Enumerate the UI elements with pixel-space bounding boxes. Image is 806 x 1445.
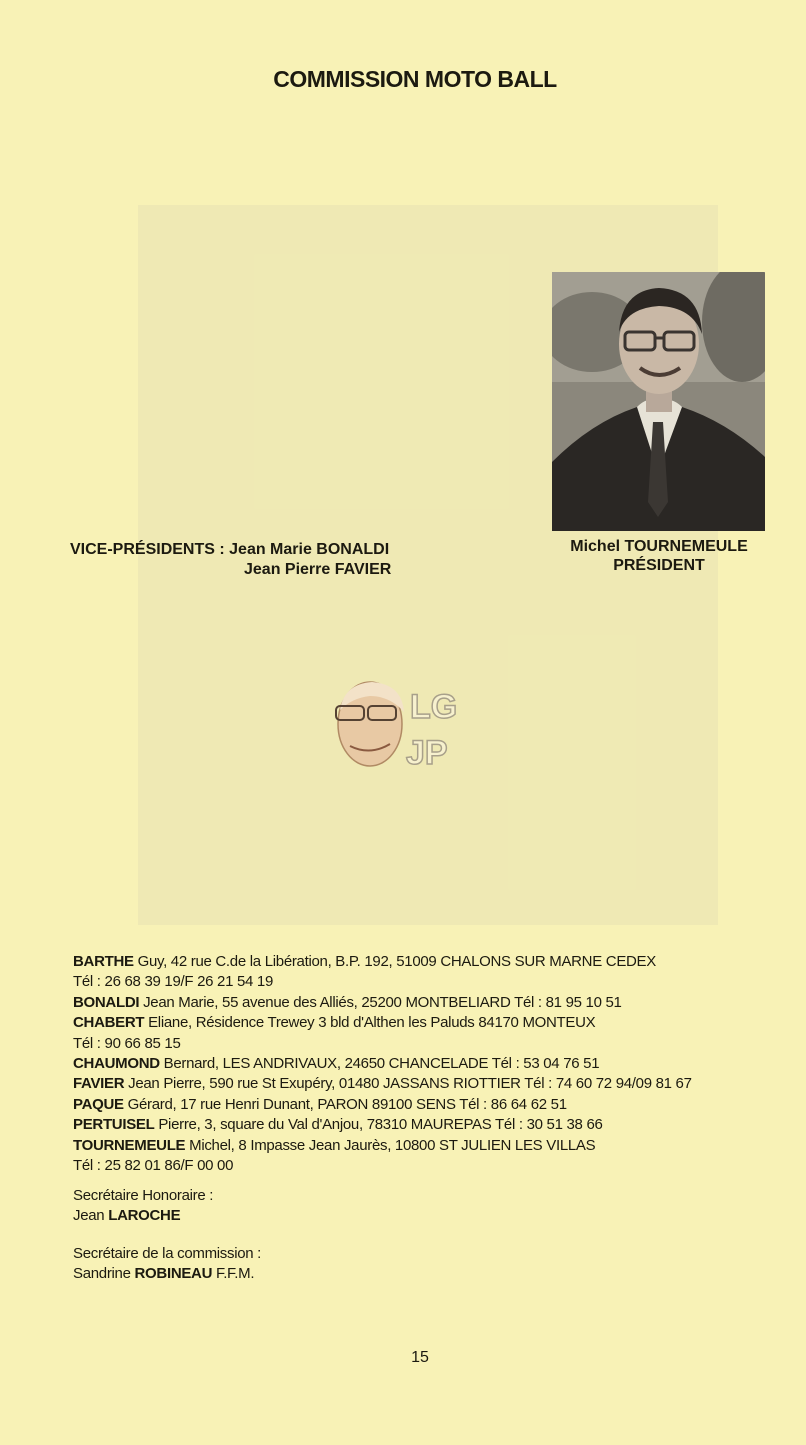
- vice-president-name-2: Jean Pierre FAVIER: [244, 561, 392, 578]
- member-surname: PAQUE: [73, 1095, 124, 1113]
- member-details: Eliane, Résidence Trewey 3 bld d'Althen les Paluds 84170 MONTEUX: [144, 1014, 596, 1032]
- member-details: Guy, 42 rue C.de la Libération, B.P. 192, 51009 CHALONS SUR MARNE CEDEX: [133, 953, 656, 970]
- member-phone: Tél : 90 66 85 15: [73, 1034, 181, 1052]
- member-surname: FAVIER: [73, 1075, 125, 1093]
- honorary-secretary-label: Secrétaire Honoraire :: [73, 1187, 214, 1204]
- page-number: 15: [411, 1349, 429, 1366]
- member-entry: [73, 952, 793, 972]
- commission-secretary: [73, 1244, 261, 1284]
- member-entry: [73, 1074, 793, 1094]
- member-entry: [73, 1115, 793, 1135]
- member-list: [73, 952, 793, 1176]
- honorary-secretary-name: Jean LAROCHE: [73, 1207, 181, 1224]
- vice-president-name-1: Jean Marie BONALDI: [229, 541, 390, 558]
- president-role: PRÉSIDENT: [613, 557, 705, 574]
- member-surname: TOURNEMEULE: [73, 1136, 186, 1154]
- member-surname: BARTHE: [73, 953, 134, 970]
- member-details: Michel, 8 Impasse Jean Jaurès, 10800 ST JULIEN LES VILLAS: [185, 1136, 596, 1154]
- member-entry: [73, 1054, 793, 1074]
- member-entry: [73, 1095, 793, 1115]
- member-phone: Tél : 26 68 39 19/F 26 21 54 19: [73, 973, 274, 991]
- commission-secretary-label: Secrétaire de la commission :: [73, 1245, 262, 1262]
- commission-secretary-name: Sandrine ROBINEAU F.F.M.: [73, 1265, 255, 1282]
- member-details: Pierre, 3, square du Val d'Anjou, 78310 MAUREPAS Tél : 30 51 38 66: [154, 1116, 603, 1134]
- logo-text-top: LG: [410, 688, 458, 726]
- member-entry: [73, 993, 793, 1013]
- member-surname: BONALDI: [73, 993, 140, 1011]
- member-phone: Tél : 25 82 01 86/F 00 00: [73, 1157, 234, 1175]
- portrait-photo: [552, 272, 765, 531]
- vice-presidents-line: [70, 541, 389, 559]
- logo-text-bottom: JP: [406, 734, 448, 772]
- honorary-secretary: [73, 1186, 213, 1226]
- member-surname: PERTUISEL: [73, 1116, 155, 1134]
- member-surname: CHABERT: [73, 1014, 145, 1032]
- member-details: Bernard, LES ANDRIVAUX, 24650 CHANCELADE Tél : 53 04 76 51: [159, 1055, 600, 1073]
- face-logo-icon: [330, 672, 480, 777]
- president-name: Michel TOURNEMEULE: [570, 538, 748, 555]
- member-entry: [73, 1136, 793, 1156]
- page-title: COMMISSION MOTO BALL: [273, 66, 557, 92]
- member-entry: [73, 1013, 793, 1033]
- member-details: Jean Marie, 55 avenue des Alliés, 25200 MONTBELIARD Tél : 81 95 10 51: [139, 993, 622, 1011]
- member-details: Jean Pierre, 590 rue St Exupéry, 01480 JASSANS RIOTTIER Tél : 74 60 72 94/09 81 67: [124, 1075, 692, 1093]
- member-details: Gérard, 17 rue Henri Dunant, PARON 89100 SENS Tél : 86 64 62 51: [123, 1095, 567, 1113]
- vice-presidents-label: VICE-PRÉSIDENTS :: [70, 541, 230, 558]
- member-surname: CHAUMOND: [73, 1055, 160, 1073]
